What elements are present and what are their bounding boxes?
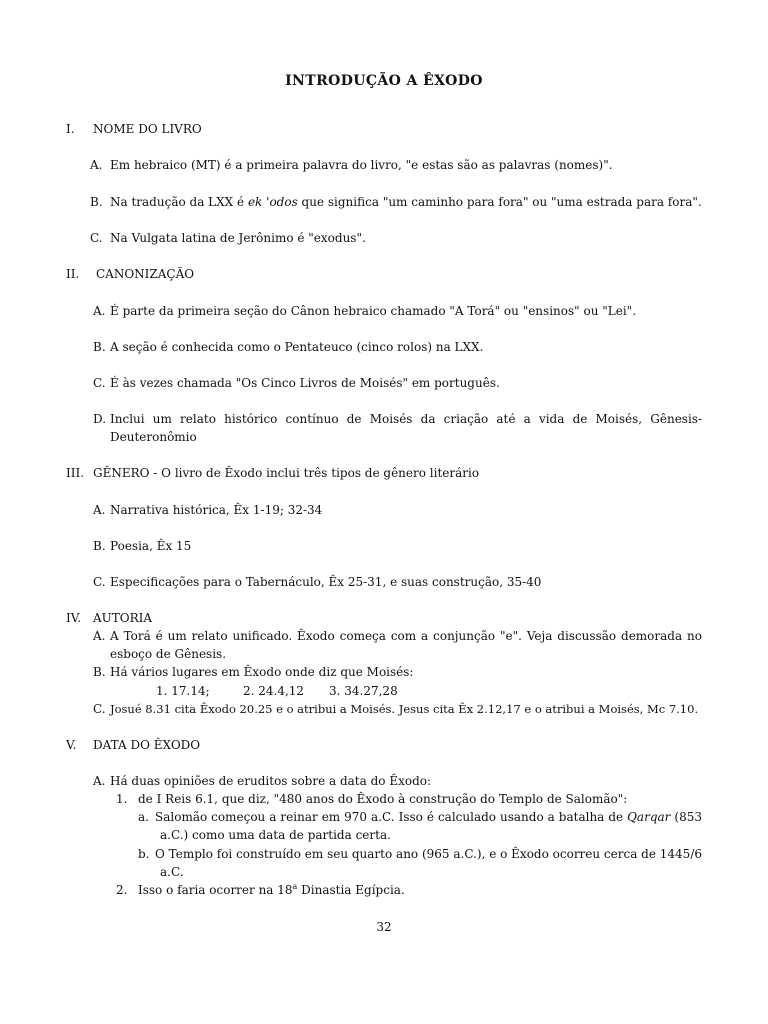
emphasis-term: ek 'odos <box>247 195 298 209</box>
item-label: A. <box>93 304 106 318</box>
item-label: D. <box>93 412 107 426</box>
item-label: C. <box>93 376 106 390</box>
item-label: B. <box>93 539 106 553</box>
item-text: Inclui um relato histórico contínuo de Moisés da criação até a vida de Moisés, Gênesis- <box>110 412 702 426</box>
item-text-continued: Deuteronômio <box>110 430 197 444</box>
section-heading: NOME DO LIVRO <box>93 122 202 136</box>
item-label: B. <box>90 195 103 209</box>
section-heading: CANONIZAÇÃO <box>96 267 195 281</box>
item-text: É às vezes chamada "Os Cinco Livros de Moisés" em português. <box>110 376 500 390</box>
item-text: Poesia, Êx 15 <box>110 539 192 553</box>
item-label: A. <box>93 503 106 517</box>
item-label: B. <box>93 665 106 679</box>
item-text: A seção é conhecida como o Pentateuco (cinco rolos) na LXX. <box>110 340 484 354</box>
item-text: Na tradução da LXX é ek 'odos que significa "um caminho para fora" ou "uma estrada para fora". <box>110 195 702 209</box>
item-label: C. <box>93 702 106 716</box>
item-text: Josué 8.31 cita Êxodo 20.25 e o atribui a Moisés. Jesus cita Êx 2.12,17 e o atribui a Moisés, Mc 7.10. <box>110 702 699 716</box>
subsubitem-label: a. <box>138 810 149 824</box>
item-label: B. <box>93 340 106 354</box>
section-number: V. <box>66 738 77 752</box>
section-heading: AUTORIA <box>93 611 153 625</box>
section-number: III. <box>66 466 85 480</box>
item-text: É parte da primeira seção do Cânon hebraico chamado "A Torá" ou "ensinos" ou "Lei". <box>110 304 637 318</box>
item-text: A Torá é um relato unificado. Êxodo começa com a conjunção "e". Veja discussão demorada no <box>110 629 702 643</box>
subsubitem-text-continued: a.C.) como uma data de partida certa. <box>160 828 391 842</box>
item-text: Há duas opiniões de eruditos sobre a data do Êxodo: <box>110 774 432 788</box>
page-title: INTRODUÇÃO A ÊXODO <box>285 73 483 89</box>
item-label: C. <box>90 231 103 245</box>
item-text: Há vários lugares em Êxodo onde diz que Moisés: <box>110 665 414 679</box>
subitem-label: 1. <box>116 792 128 806</box>
reference-item: 2. 24.4,12 <box>243 684 305 698</box>
item-label: A. <box>93 629 106 643</box>
subitem-label: 2. <box>116 883 128 897</box>
reference-item: 3. 34.27,28 <box>329 684 398 698</box>
section-number: I. <box>66 122 75 136</box>
item-label: C. <box>93 575 106 589</box>
section-heading: GÊNERO - O livro de Êxodo inclui três tipos de gênero literário <box>93 466 480 480</box>
item-text-continued: esboço de Gênesis. <box>110 647 227 661</box>
reference-item: 1. 17.14; <box>156 684 210 698</box>
subsubitem-label: b. <box>138 847 150 861</box>
subsubitem-text-continued: a.C. <box>160 865 184 879</box>
item-text: Narrativa histórica, Êx 1-19; 32-34 <box>110 503 323 517</box>
subitem-text: de I Reis 6.1, que diz, "480 anos do Êxodo à construção do Templo de Salomão": <box>138 792 628 806</box>
ordinal-superscript: a <box>292 882 298 891</box>
subitem-text: Isso o faria ocorrer na 18$^a$ Dinastia Egípcia. <box>138 882 405 897</box>
item-text: Em hebraico (MT) é a primeira palavra do livro, "e estas são as palavras (nomes)". <box>110 158 613 172</box>
item-label: A. <box>90 158 103 172</box>
item-text: Especificações para o Tabernáculo, Êx 25-31, e suas construção, 35-40 <box>110 575 542 589</box>
item-text: Na Vulgata latina de Jerônimo é "exodus". <box>110 231 366 245</box>
section-number: II. <box>66 267 80 281</box>
section-number: IV. <box>66 611 82 625</box>
subsubitem-text: O Templo foi construído em seu quarto ano (965 a.C.), e o Êxodo ocorreu cerca de 1445/6 <box>155 847 702 861</box>
item-label: A. <box>93 774 106 788</box>
section-heading: DATA DO ÊXODO <box>93 738 201 752</box>
page-number: 32 <box>376 920 392 934</box>
subsubitem-text: Salomão começou a reinar em 970 a.C. Isso é calculado usando a batalha de Qarqar (853 <box>155 810 702 824</box>
emphasis-term: Qarqar <box>627 810 671 824</box>
